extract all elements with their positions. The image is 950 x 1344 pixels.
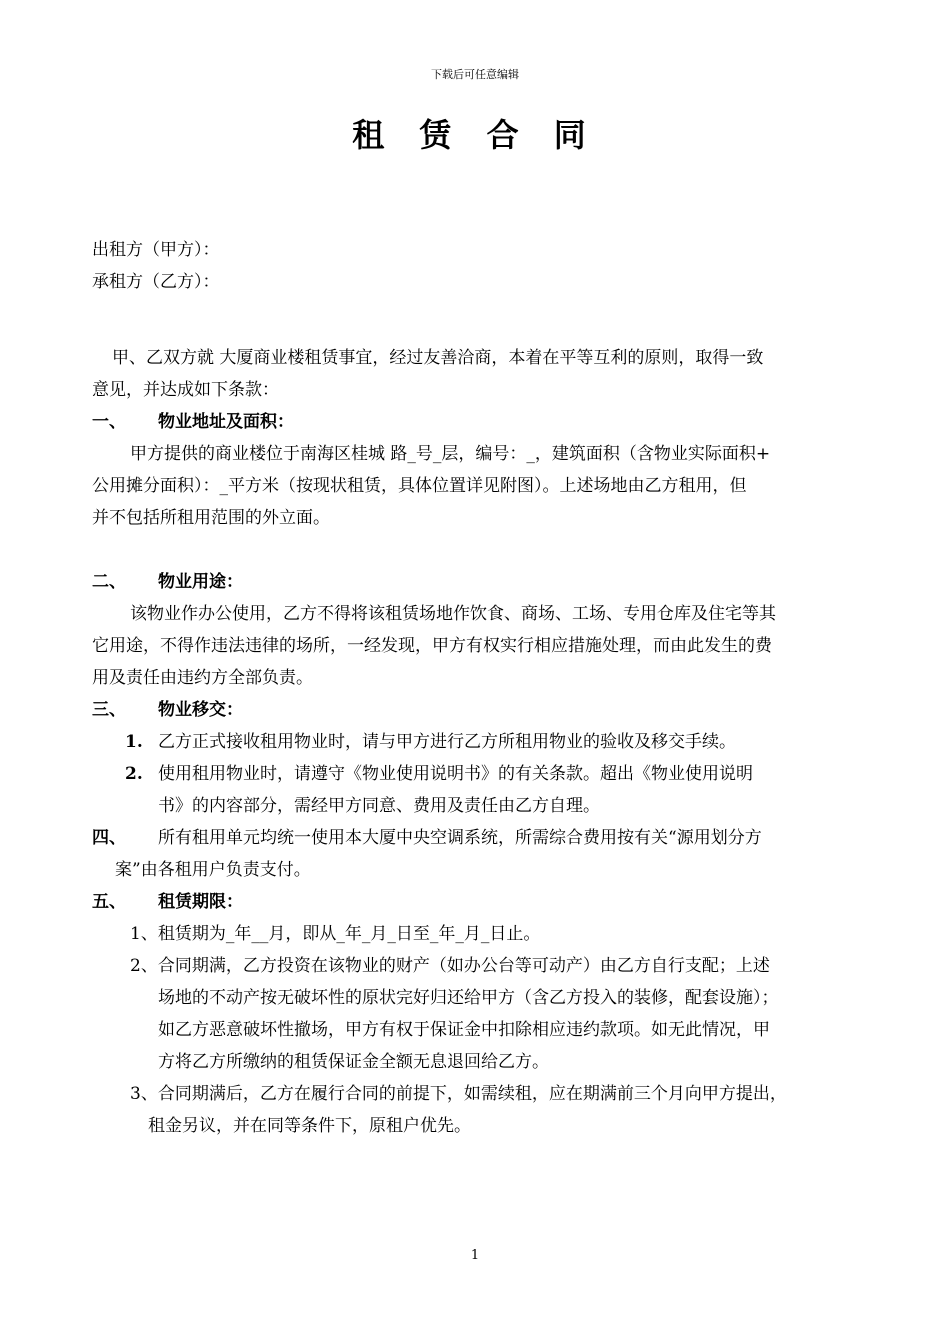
document-title: 租 赁 合 同 <box>352 116 598 154</box>
intro-line-1: 甲、乙双方就 大厦商业楼租赁事宜，经过友善洽商，本着在平等互利的原则，取得一致 <box>112 348 764 368</box>
section-1-heading: 物业地址及面积： <box>158 412 294 432</box>
section-4-line-2: 案”由各租用户负责支付。 <box>115 860 311 880</box>
section-3-item-2-line-2: 书》的内容部分，需经甲方同意、费用及责任由乙方自理。 <box>158 796 600 816</box>
section-4-number: 四、 <box>92 828 126 848</box>
section-2-line-1: 该物业作办公使用，乙方不得将该租赁场地作饮食、商场、工场、专用仓库及住宅等其 <box>130 604 776 624</box>
section-5-item-2-line-3: 如乙方恶意破坏性撤场，甲方有权于保证金中扣除相应违约款项。如无此情况，甲 <box>158 1020 770 1040</box>
section-2-heading: 物业用途： <box>158 572 243 592</box>
page-number: 1 <box>470 1248 480 1263</box>
section-2-number: 二、 <box>92 572 126 592</box>
section-5-item-2-line-1: 2、合同期满，乙方投资在该物业的财产（如办公台等可动产）由乙方自行支配；上述 <box>130 956 770 976</box>
section-1-line-3: 并不包括所租用范围的外立面。 <box>92 508 330 528</box>
section-5-item-3-line-2: 租金另议，并在同等条件下，原租户优先。 <box>148 1116 471 1136</box>
section-5-item-3-line-1: 3、合同期满后，乙方在履行合同的前提下，如需续租，应在期满前三个月向甲方提出， <box>130 1084 787 1104</box>
section-3-item-1: 乙方正式接收租用物业时，请与甲方进行乙方所租用物业的验收及移交手续。 <box>158 732 736 752</box>
section-3-item-2-number: 2. <box>125 764 143 784</box>
section-4-line-1: 所有租用单元均统一使用本大厦中央空调系统，所需综合费用按有关“源用划分方 <box>158 828 762 848</box>
section-5-item-2-line-2: 场地的不动产按无破坏性的原状完好归还给甲方（含乙方投入的装修，配套设施）； <box>158 988 779 1008</box>
header-note: 下载后可任意编辑 <box>431 68 519 81</box>
section-3-item-1-number: 1. <box>125 732 143 752</box>
section-5-item-1: 1、租赁期为_年__月，即从_年_月_日至_年_月_日止。 <box>130 924 541 944</box>
section-1-line-2: 公用摊分面积）：_平方米（按现状租赁，具体位置详见附图）。上述场地由乙方租用，但 <box>92 476 747 496</box>
section-3-heading: 物业移交： <box>158 700 243 720</box>
section-5-item-2-line-4: 方将乙方所缴纳的租赁保证金全额无息退回给乙方。 <box>158 1052 549 1072</box>
section-1-line-1: 甲方提供的商业楼位于南海区桂城 路_号_层，编号：_，建筑面积（含物业实际面积+ <box>130 444 771 464</box>
section-3-item-2-line-1: 使用租用物业时，请遵守《物业使用说明书》的有关条款。超出《物业使用说明 <box>158 764 753 784</box>
section-2-line-3: 用及责任由违约方全部负责。 <box>92 668 313 688</box>
lessee-line: 承租方（乙方）： <box>92 272 220 292</box>
intro-line-2: 意见，并达成如下条款： <box>92 380 279 400</box>
section-1-number: 一、 <box>92 412 126 432</box>
lessor-line: 出租方（甲方）： <box>92 240 220 260</box>
section-5-number: 五、 <box>92 892 126 912</box>
section-3-number: 三、 <box>92 700 126 720</box>
section-2-line-2: 它用途，不得作违法违律的场所，一经发现，甲方有权实行相应措施处理，而由此发生的费 <box>92 636 772 656</box>
section-5-heading: 租赁期限： <box>158 892 243 912</box>
